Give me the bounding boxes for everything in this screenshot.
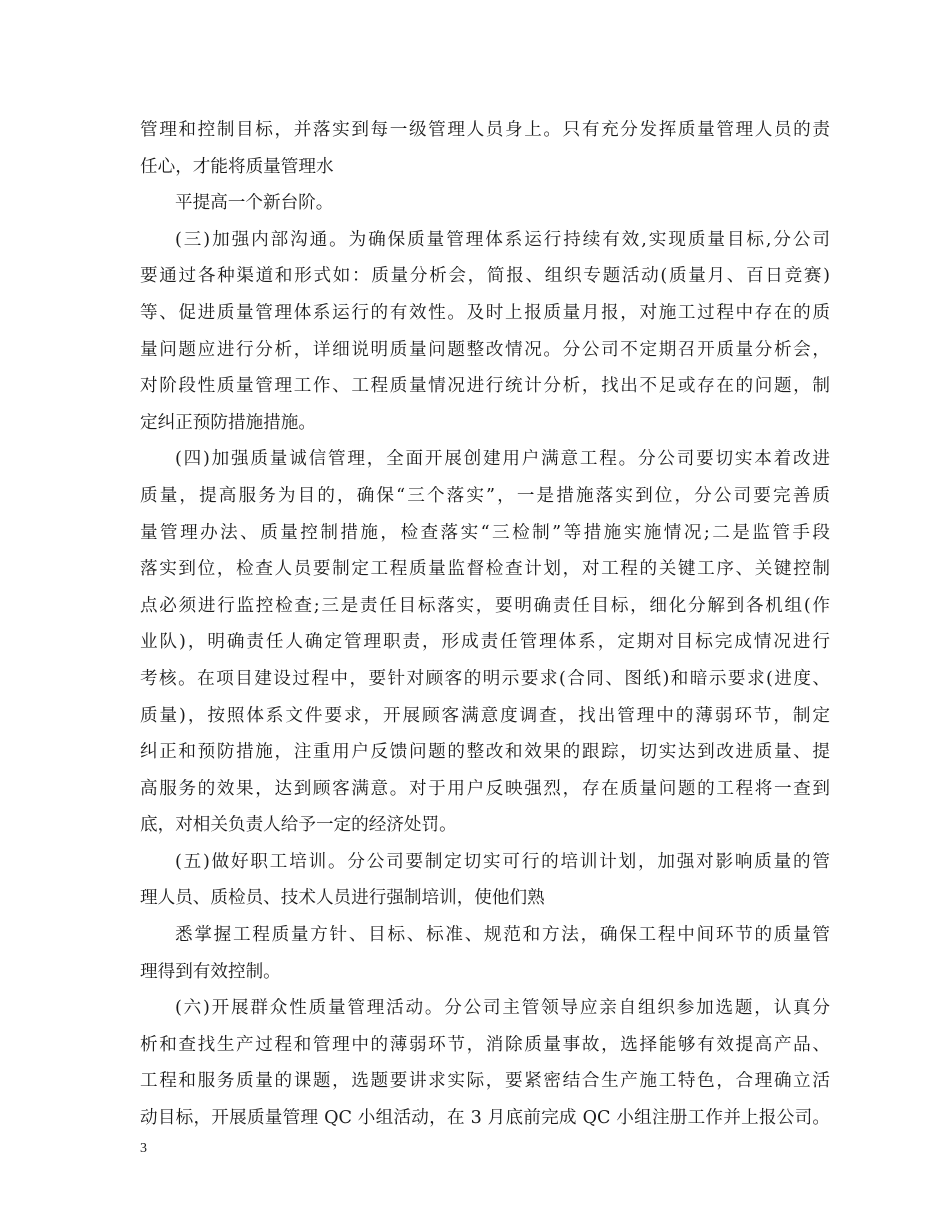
page-number: 3 bbox=[140, 1141, 147, 1156]
text-line: 高服务的效果，达到顾客满意。对于用户反映强烈，存在质量问题的工程将一查到 bbox=[140, 778, 830, 799]
text-line: 量问题应进行分析，详细说明质量问题整改情况。分公司不定期召开质量分析会， bbox=[140, 339, 830, 360]
text-line: 动目标，开展质量管理 QC 小组活动，在 3 月底前完成 QC 小组注册工作并上报公司。 bbox=[140, 1108, 830, 1129]
text-line: 底，对相关负责人给予一定的经济处罚。 bbox=[140, 815, 457, 836]
text-line: 悉掌握工程质量方针、目标、标准、规范和方法，确保工程中间环节的质量管 bbox=[175, 925, 830, 946]
text-line: (六)开展群众性质量管理活动。分公司主管领导应亲自组织参加选题，认真分 bbox=[175, 998, 830, 1019]
text-line: 量管理办法、质量控制措施，检查落实“三检制”等措施实施情况;二是监管手段 bbox=[140, 522, 830, 543]
text-line: 考核。在项目建设过程中，要针对顾客的明示要求(合同、图纸)和暗示要求(进度、 bbox=[140, 668, 830, 689]
text-line: 任心，才能将质量管理水 bbox=[140, 156, 334, 177]
text-line: 落实到位，检查人员要制定工程质量监督检查计划，对工程的关键工序、关键控制 bbox=[140, 559, 830, 580]
text-line: 理得到有效控制。 bbox=[140, 961, 281, 982]
text-line: 质量，提高服务为目的，确保“三个落实”，一是措施落实到位，分公司要完善质 bbox=[140, 485, 830, 506]
text-line: 管理和控制目标，并落实到每一级管理人员身上。只有充分发挥质量管理人员的责 bbox=[140, 120, 830, 140]
text-line: (三)加强内部沟通。为确保质量管理体系运行持续有效,实现质量目标,分公司 bbox=[175, 229, 830, 250]
text-line: (五)做好职工培训。分公司要制定切实可行的培训计划，加强对影响质量的管 bbox=[175, 851, 830, 872]
text-line: 等、促进质量管理体系运行的有效性。及时上报质量月报，对施工过程中存在的质 bbox=[140, 302, 830, 323]
text-line: 工程和服务质量的课题，选题要讲求实际，要紧密结合生产施工特色，合理确立活 bbox=[140, 1071, 830, 1092]
text-line: 对阶段性质量管理工作、工程质量情况进行统计分析，找出不足或存在的问题，制 bbox=[140, 376, 830, 397]
text-line: 理人员、质检员、技术人员进行强制培训，使他们熟 bbox=[140, 888, 545, 909]
text-line: (四)加强质量诚信管理，全面开展创建用户满意工程。分公司要切实本着改进 bbox=[175, 449, 830, 470]
text-line: 业队)，明确责任人确定管理职责，形成责任管理体系，定期对目标完成情况进行 bbox=[140, 632, 830, 653]
text-line: 点必须进行监控检查;三是责任目标落实，要明确责任目标，细化分解到各机组(作 bbox=[140, 595, 830, 616]
text-line: 要通过各种渠道和形式如：质量分析会，简报、组织专题活动(质量月、百日竞赛) bbox=[140, 266, 830, 287]
text-line: 纠正和预防措施，注重用户反馈问题的整改和效果的跟踪，切实达到改进质量、提 bbox=[140, 742, 830, 763]
text-line: 析和查找生产过程和管理中的薄弱环节，消除质量事故，选择能够有效提高产品、 bbox=[140, 1034, 830, 1055]
text-line: 质量)，按照体系文件要求，开展顾客满意度调查，找出管理中的薄弱环节，制定 bbox=[140, 705, 830, 726]
body-text bbox=[140, 112, 830, 1137]
text-line: 定纠正预防措施措施。 bbox=[140, 412, 316, 433]
text-line: 平提高一个新台阶。 bbox=[175, 193, 334, 214]
